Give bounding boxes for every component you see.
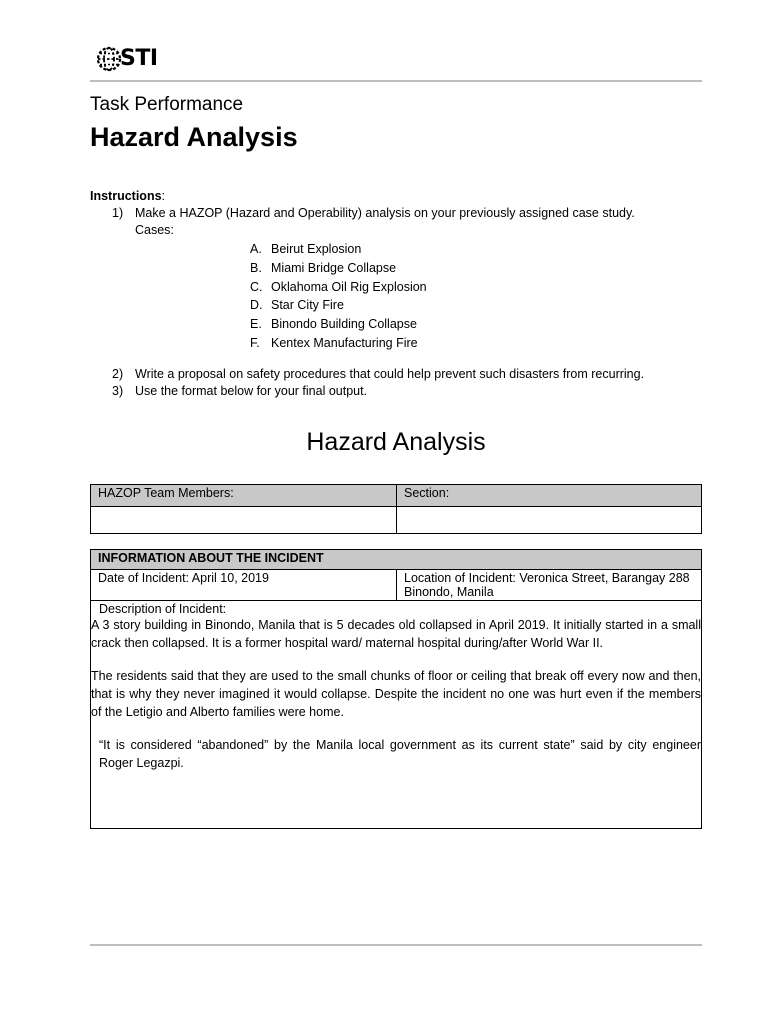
instruction-item [90,383,710,400]
instructions-heading: Instructions: [90,189,166,203]
case-item: D. Star City Fire [250,298,344,313]
instruction-number: 2) [112,366,124,381]
description-paragraph: The residents said that they are used to the small chunks of floor or ceiling that break off every now and then, that is why they never imagined it would collapse. Despite the incident no one was hurt even if the members of the Letigio and Alberto families were home. [91,669,701,719]
section-header: Section: [397,485,702,507]
case-item: A. Beirut Explosion [250,242,362,256]
header-divider [90,80,702,82]
instruction-item [90,205,710,222]
case-item: C. Oklahoma Oil Rig Explosion [250,279,427,294]
sti-logo [96,46,158,72]
section-field[interactable] [397,507,702,534]
instructions-label: Instructions [90,189,162,203]
footer-divider [90,944,702,946]
logo-text: STI [120,46,158,71]
cases-label: Cases: [135,223,174,237]
instruction-text: Use the format below for your final output. [135,383,368,398]
description-paragraph: “It is considered “abandoned” by the Manila local government as its current state” said by city engineer Roger Legazpi. [99,738,701,770]
globe-icon [96,46,122,72]
location-of-incident: Location of Incident: Veronica Street, Barangay 288 Binondo, Manila [397,570,702,601]
team-members-header: HAZOP Team Members: [91,485,397,507]
instructions [90,188,710,400]
case-item: B. Miami Bridge Collapse [250,260,397,275]
instruction-number: 3) [112,383,124,398]
cases-list [90,240,710,353]
page-subtitle: Task Performance [90,94,244,115]
description-label: Description of Incident: [99,602,227,616]
incident-table [90,549,702,829]
page-title: Hazard Analysis [90,122,298,152]
case-item: E. Binondo Building Collapse [250,317,417,332]
instruction-number: 1) [112,206,124,220]
incident-section-header: INFORMATION ABOUT THE INCIDENT [91,550,702,570]
form-title: Hazard Analysis [306,428,486,456]
description-paragraph: A 3 story building in Binondo, Manila that is 5 decades old collapsed in April 2019. It initially started in a small crack then collapsed. It is a former hospital ward/ maternal hospital during/after World War II. [91,618,701,650]
team-members-field[interactable] [91,507,397,534]
case-item: F. Kentex Manufacturing Fire [250,335,418,350]
team-table [90,484,702,534]
description-cell [91,601,702,829]
instruction-text: Write a proposal on safety procedures that could help prevent such disasters from recurring. [135,366,645,381]
instruction-item [90,366,710,383]
date-of-incident: Date of Incident: April 10, 2019 [91,570,397,601]
instruction-text: Make a HAZOP (Hazard and Operability) analysis on your previously assigned case study. [135,206,635,220]
